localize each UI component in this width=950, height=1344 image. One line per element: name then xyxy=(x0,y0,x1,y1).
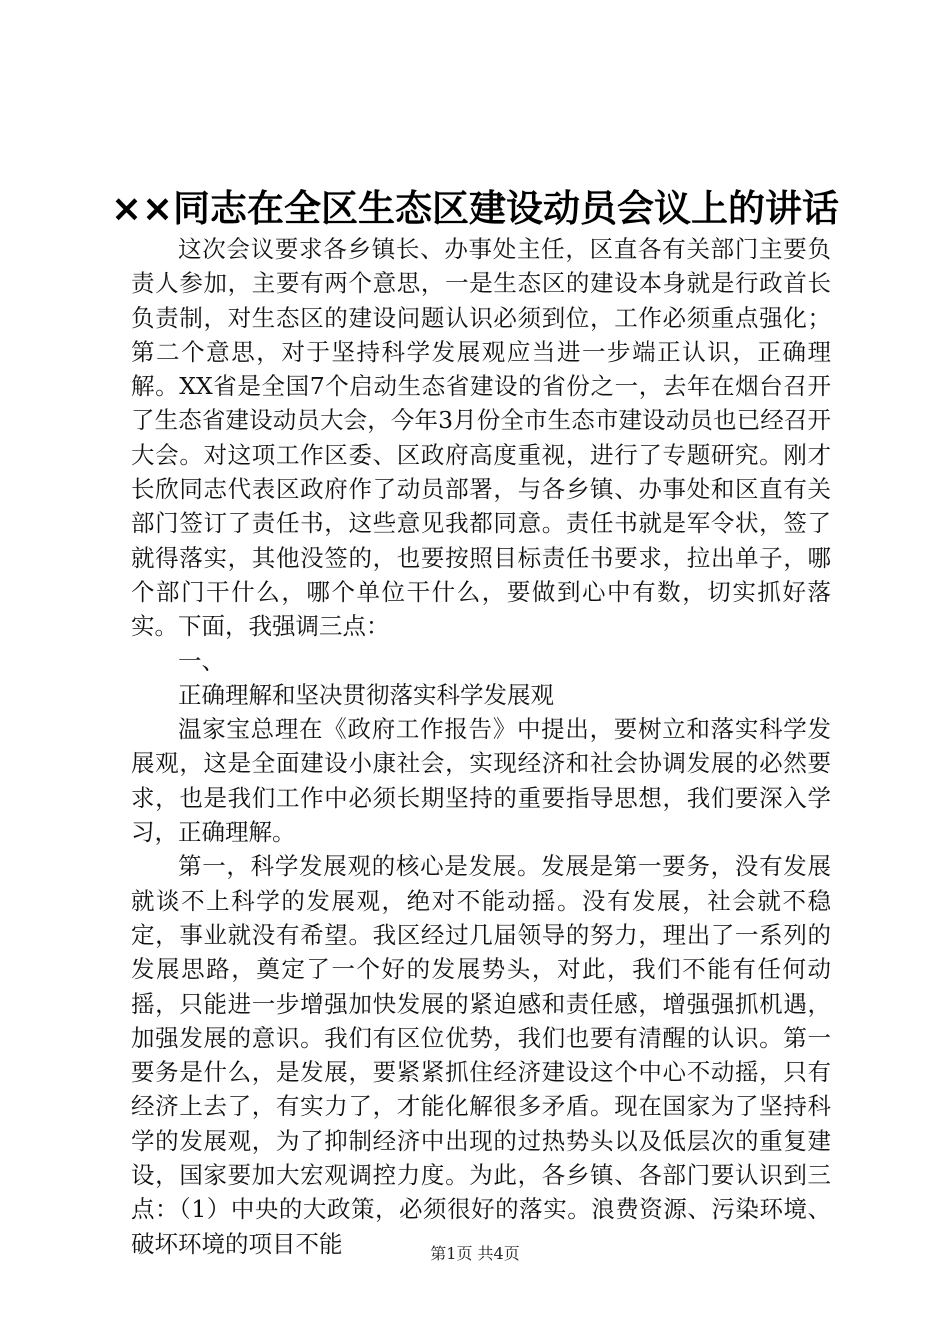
page-footer: 第1页 共4页 xyxy=(430,1244,520,1263)
paragraph-report: 温家宝总理在《政府工作报告》中提出，要树立和落实科学发展观，这是全面建设小康社会，实现经济和社会协调发展的必然要求，也是我们工作中必须长期坚持的重要指导思想，我们要深入学习，正确理解。 xyxy=(131,715,831,847)
section-number: 一、 xyxy=(178,646,225,675)
document-title: ××同志在全区生态区建设动员会议上的讲话 xyxy=(110,187,839,230)
section-heading: 正确理解和坚决贯彻落实科学发展观 xyxy=(178,680,554,709)
document-body xyxy=(131,232,831,1261)
paragraph-intro: 这次会议要求各乡镇长、办事处主任，区直各有关部门主要负责人参加，主要有两个意思，一是生态区的建设本身就是行政首长负责制，对生态区的建设问题认识必须到位，工作必须重点强化；第二个意思，对于坚持科学发展观应当进一步端正认识，正确理解。XX省是全国7个启动生态省建设的省份之一，去年在烟台召开了生态省建设动员大会，今年3月份全市生态市建设动员也已经召开大会。对这项工作区委、区政府高度重视，进行了专题研究。刚才长欣同志代表区政府作了动员部署，与各乡镇、办事处和区直有关部门签订了责任书，这些意见我都同意。责任书就是军令状，签了就得落实，其他没签的，也要按照目标责任书要求，拉出单子，哪个部门干什么，哪个单位干什么，要做到心中有数，切实抓好落实。下面，我强调三点： xyxy=(131,235,831,641)
paragraph-first-point: 第一，科学发展观的核心是发展。发展是第一要务，没有发展就谈不上科学的发展观，绝对不能动摇。没有发展，社会就不稳定，事业就没有希望。我区经过几届领导的努力，理出了一系列的发展思路，奠定了一个好的发展势头，对此，我们不能有任何动摇，只能进一步增强加快发展的紧迫感和责任感，增强强抓机遇，加强发展的意识。我们有区位优势，我们也要有清醒的认识。第一要务是什么，是发展，要紧紧抓住经济建设这个中心不动摇，只有经济上去了，有实力了，才能化解很多矛盾。现在国家为了坚持科学的发展观，为了抑制经济中出现的过热势头以及低层次的重复建设，国家要加大宏观调控力度。为此，各乡镇、各部门要认识到三点：（1）中央的大政策，必须很好的落实。浪费资源、污染环境、破坏环境的项目不能 xyxy=(131,852,831,1258)
